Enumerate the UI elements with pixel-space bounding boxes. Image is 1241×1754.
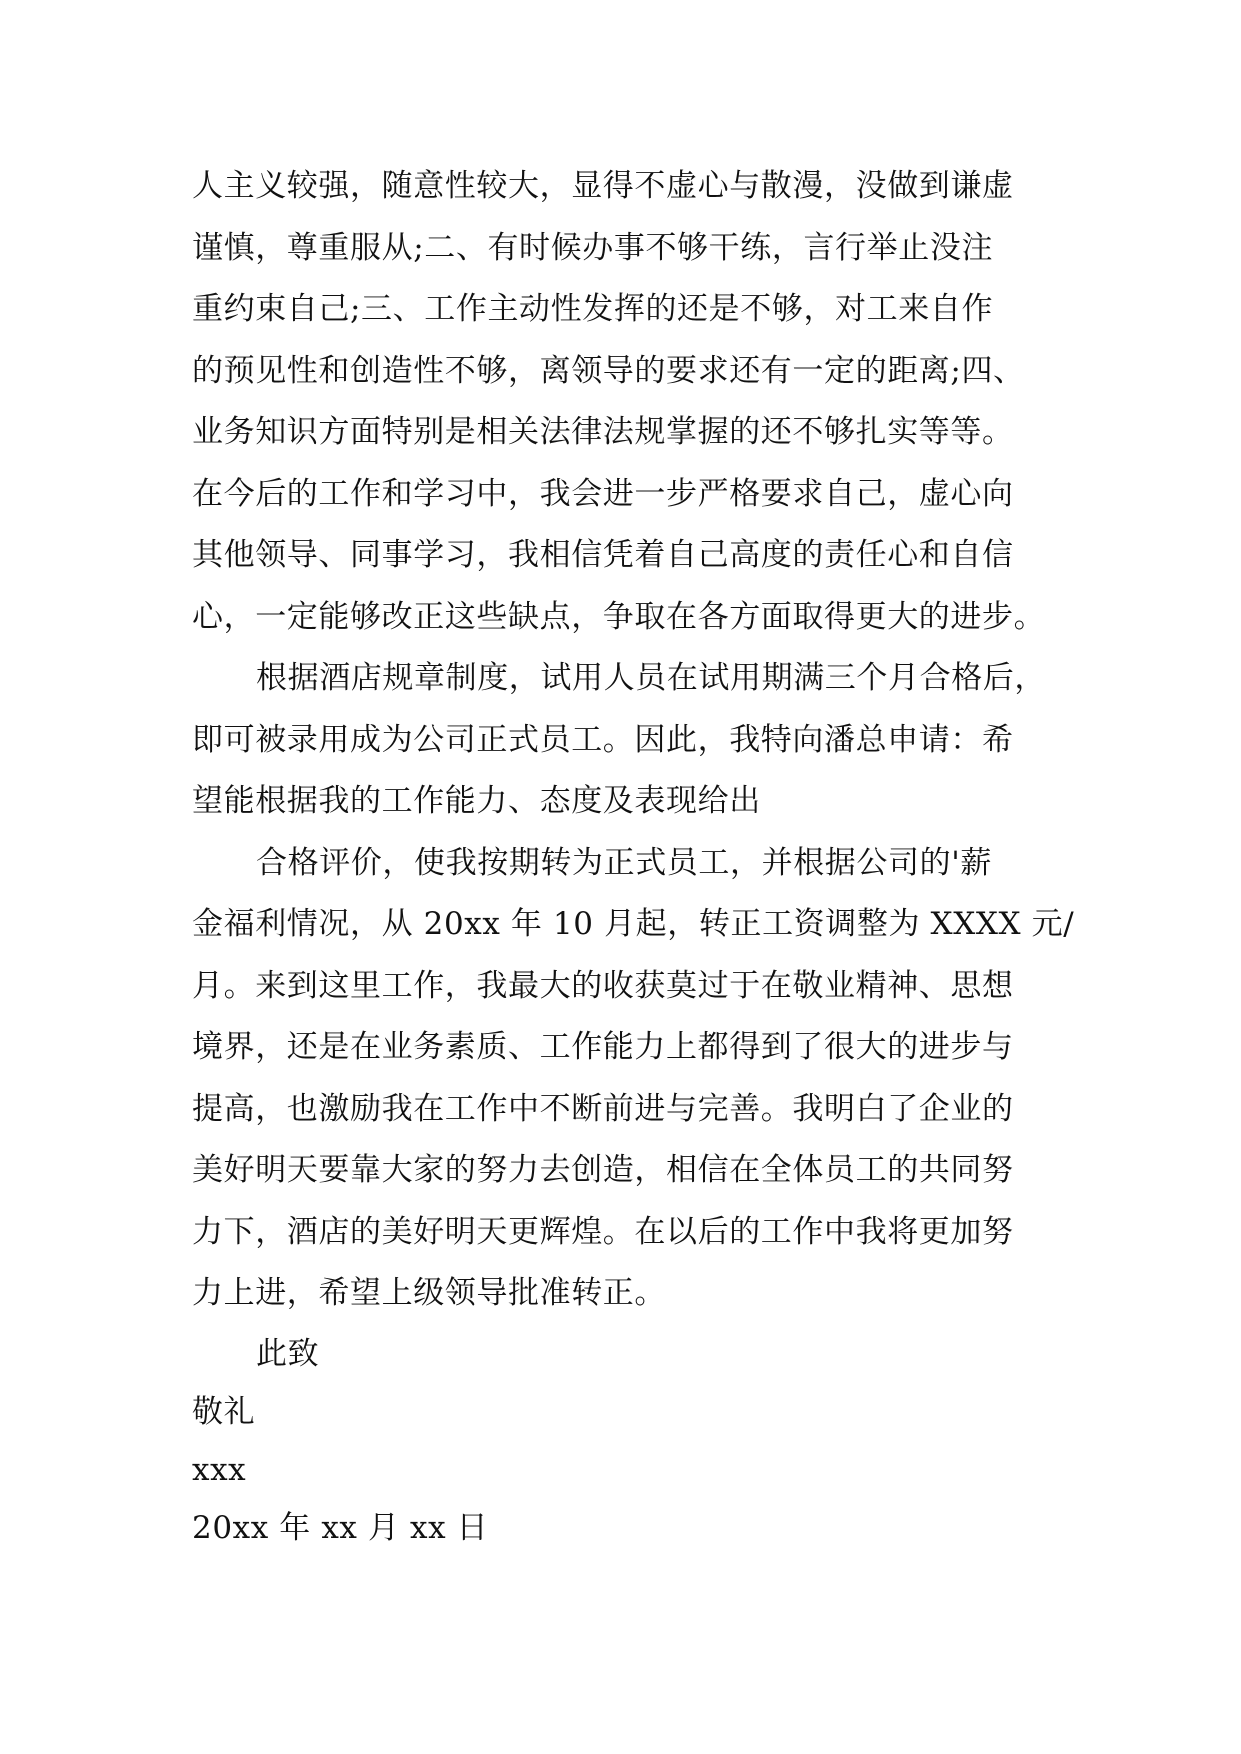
body-line: 业务知识方面特别是相关法律法规掌握的还不够扎实等等。	[192, 414, 1014, 450]
body-line: 金福利情况，从 20xx 年 10 月起，转正工资调整为 XXXX 元/	[192, 906, 1075, 942]
letter-body	[192, 156, 1075, 1557]
body-line: 望能根据我的工作能力、态度及表现给出	[192, 783, 761, 819]
body-line: 谨慎，尊重服从;二、有时候办事不够干练，言行举止没注	[192, 229, 994, 266]
body-line: 的预见性和创造性不够，离领导的要求还有一定的距离;四、	[192, 352, 1025, 389]
signature-date: 20xx 年 xx 月 xx 日	[192, 1509, 489, 1546]
body-line: 力下，酒店的美好明天更辉煌。在以后的工作中我将更加努	[192, 1213, 1014, 1250]
signature-name: xxx	[192, 1451, 247, 1488]
body-line: 境界，还是在业务素质、工作能力上都得到了很大的进步与	[192, 1029, 1014, 1065]
body-line: 重约束自己;三、工作主动性发挥的还是不够，对工来自作	[192, 291, 994, 327]
body-line: 根据酒店规章制度，试用人员在试用期满三个月合格后，	[256, 660, 1046, 696]
body-line: 心，一定能够改正这些缺点，争取在各方面取得更大的进步。	[192, 598, 1046, 635]
body-line: 其他领导、同事学习，我相信凭着自己高度的责任心和自信	[192, 537, 1014, 573]
body-line: 人主义较强，随意性较大，显得不虚心与散漫，没做到谦虚	[192, 168, 1014, 204]
closing-salutation: 此致	[256, 1335, 320, 1372]
closing-respect: 敬礼	[192, 1393, 256, 1430]
body-line: 提高，也激励我在工作中不断前进与完善。我明白了企业的	[192, 1090, 1014, 1127]
body-line: 在今后的工作和学习中，我会进一步严格要求自己，虚心向	[192, 475, 1014, 512]
body-line: 合格评价，使我按期转为正式员工，并根据公司的'薪	[256, 844, 992, 881]
body-line: 力上进，希望上级领导批准转正。	[192, 1275, 666, 1311]
body-line: 美好明天要靠大家的努力去创造，相信在全体员工的共同努	[192, 1152, 1014, 1188]
body-line: 即可被录用成为公司正式员工。因此，我特向潘总申请：希	[192, 721, 1014, 758]
body-line: 月。来到这里工作，我最大的收获莫过于在敬业精神、思想	[192, 967, 1014, 1004]
